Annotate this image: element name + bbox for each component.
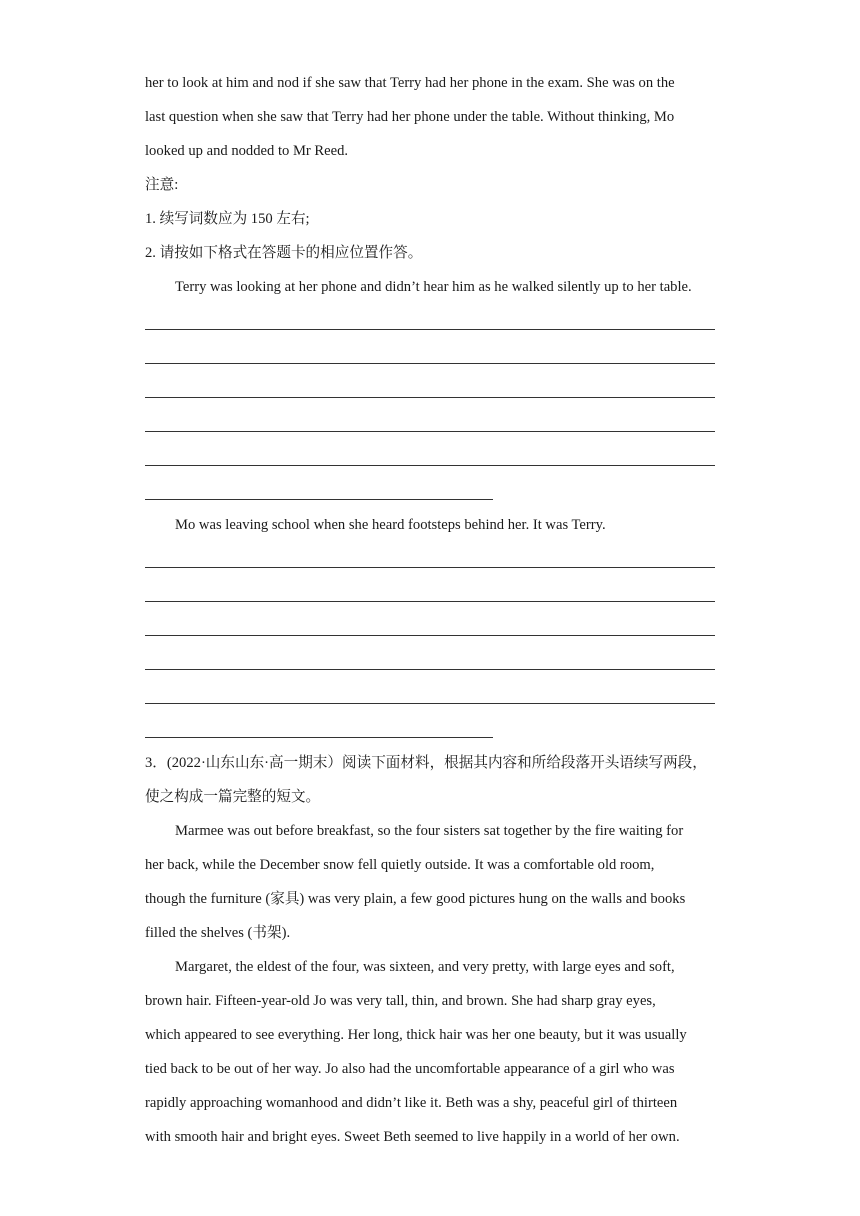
notes-item: 2. 请按如下格式在答题卡的相应位置作答。 [145, 245, 423, 261]
paragraph-line: her back, while the December snow fell quietly outside. It was a comfortable old room, [145, 857, 655, 873]
notes-item: 1. 续写词数应为 150 左右; [145, 211, 310, 227]
continuation-prompt: Terry was looking at her phone and didn’t hear him as he walked silently up to her table. [175, 279, 692, 295]
answer-line[interactable] [145, 610, 715, 644]
passage-line: last question when she saw that Terry had her phone under the table. Without thinking, Mo [145, 109, 675, 125]
paragraph-line: Margaret, the eldest of the four, was sixteen, and very pretty, with large eyes and soft, [175, 959, 675, 975]
paragraph-line: brown hair. Fifteen-year-old Jo was very tall, thin, and brown. She had sharp gray eyes, [145, 993, 656, 1009]
answer-line[interactable] [145, 338, 715, 372]
answer-line[interactable] [145, 678, 715, 712]
answer-line[interactable] [145, 576, 715, 610]
notes-heading: 注意: [145, 177, 179, 193]
answer-line[interactable] [145, 712, 715, 746]
document-page [145, 66, 715, 1154]
continuation-prompt: Mo was leaving school when she heard footsteps behind her. It was Terry. [175, 517, 606, 533]
answer-lines [145, 542, 715, 746]
answer-line[interactable] [145, 440, 715, 474]
question-heading: 3．(2022·山东山东·高一期末）阅读下面材料，根据其内容和所给段落开头语续写两段， [145, 755, 707, 771]
answer-line[interactable] [145, 474, 715, 508]
passage-line: her to look at him and nod if she saw that Terry had her phone in the exam. She was on the [145, 75, 675, 91]
paragraph-line: though the furniture (家具) was very plain, a few good pictures hung on the walls and books [145, 891, 686, 907]
answer-line[interactable] [145, 372, 715, 406]
answer-line[interactable] [145, 304, 715, 338]
paragraph-line: tied back to be out of her way. Jo also had the uncomfortable appearance of a girl who was [145, 1061, 675, 1077]
answer-line[interactable] [145, 406, 715, 440]
paragraph-line: rapidly approaching womanhood and didn’t like it. Beth was a shy, peaceful girl of thirteen [145, 1095, 678, 1111]
answer-lines [145, 304, 715, 508]
paragraph-line: with smooth hair and bright eyes. Sweet Beth seemed to live happily in a world of her own. [145, 1129, 680, 1145]
paragraph-line: filled the shelves (书架). [145, 925, 291, 941]
passage-line: looked up and nodded to Mr Reed. [145, 143, 349, 159]
answer-line[interactable] [145, 542, 715, 576]
paragraph-line: Marmee was out before breakfast, so the four sisters sat together by the fire waiting for [175, 823, 684, 839]
paragraph-line: which appeared to see everything. Her long, thick hair was her one beauty, but it was usually [145, 1027, 687, 1043]
answer-line[interactable] [145, 644, 715, 678]
question-heading: 使之构成一篇完整的短文。 [145, 789, 321, 805]
